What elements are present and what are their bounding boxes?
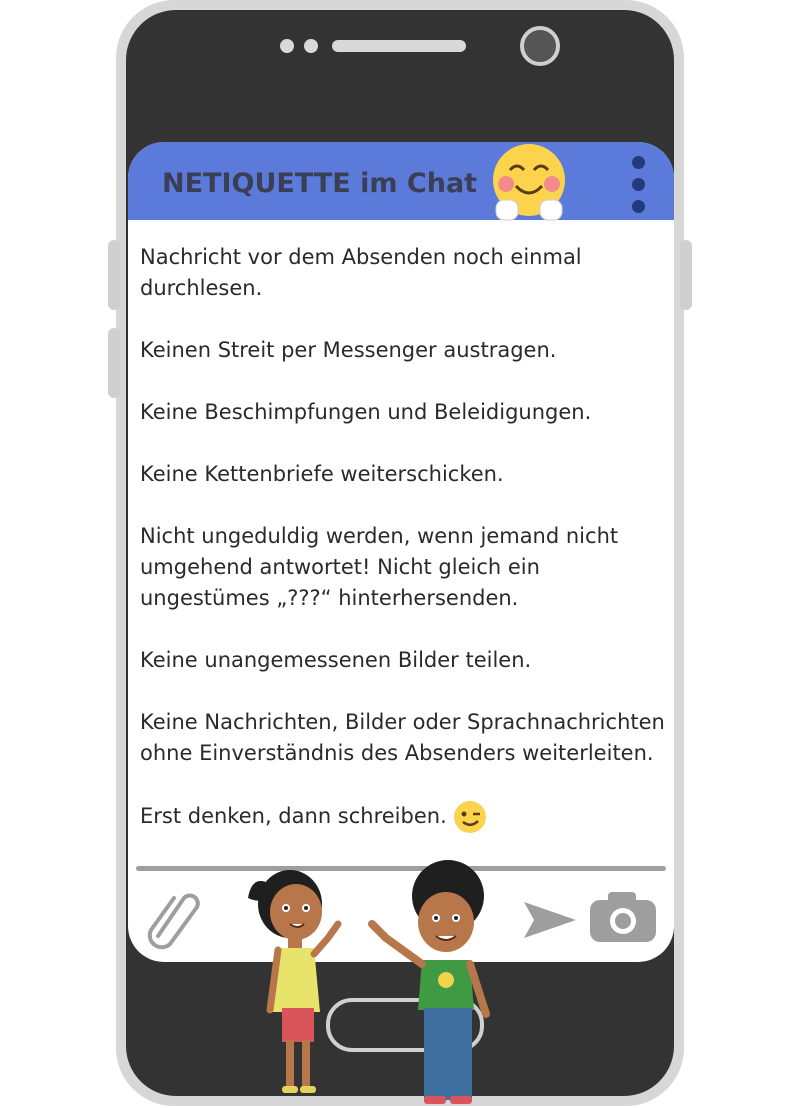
- front-camera: [520, 26, 560, 66]
- chat-header: [128, 142, 674, 220]
- rule-item: Keine Kettenbriefe weiterschicken.: [140, 462, 504, 486]
- send-icon[interactable]: [522, 898, 578, 942]
- rule-text: Erst denken, dann schreiben.: [140, 804, 447, 828]
- rule-item: Keinen Streit per Messenger austragen.: [140, 338, 557, 362]
- camera-icon[interactable]: [588, 890, 658, 944]
- rule-item: Keine Nachrichten, Bilder oder Sprachnachrichten ohne Einverständnis des Absenders weiterleiten.: [140, 710, 665, 765]
- boy-figure: [372, 860, 486, 1104]
- children-illustration: [240, 860, 510, 1108]
- power-button: [108, 328, 120, 398]
- winking-face-icon: [453, 800, 487, 834]
- sensor-dot: [280, 39, 294, 53]
- speaker-grille: [332, 40, 466, 52]
- rules-list: [140, 242, 670, 865]
- chat-title: NETIQUETTE im Chat: [162, 168, 478, 199]
- rule-item: Keine Beschimpfungen und Beleidigungen.: [140, 400, 592, 424]
- hugging-face-icon: [484, 142, 574, 226]
- rule-item: Keine unangemessenen Bilder teilen.: [140, 648, 532, 672]
- paperclip-icon[interactable]: [144, 884, 204, 954]
- rule-item: Nicht ungeduldig werden, wenn jemand nicht umgehend antwortet! Nicht gleich ein ungestümes „???“ hinterhersenden.: [140, 524, 619, 610]
- girl-figure: [248, 870, 338, 1093]
- sensor-dot: [304, 39, 318, 53]
- rule-item-last: [140, 800, 670, 834]
- chat-screen: [128, 142, 674, 962]
- volume-button: [108, 240, 120, 310]
- rule-item: Nachricht vor dem Absenden noch einmal durchlesen.: [140, 245, 582, 300]
- side-button-right: [680, 240, 692, 310]
- kebab-menu-icon[interactable]: [632, 156, 648, 222]
